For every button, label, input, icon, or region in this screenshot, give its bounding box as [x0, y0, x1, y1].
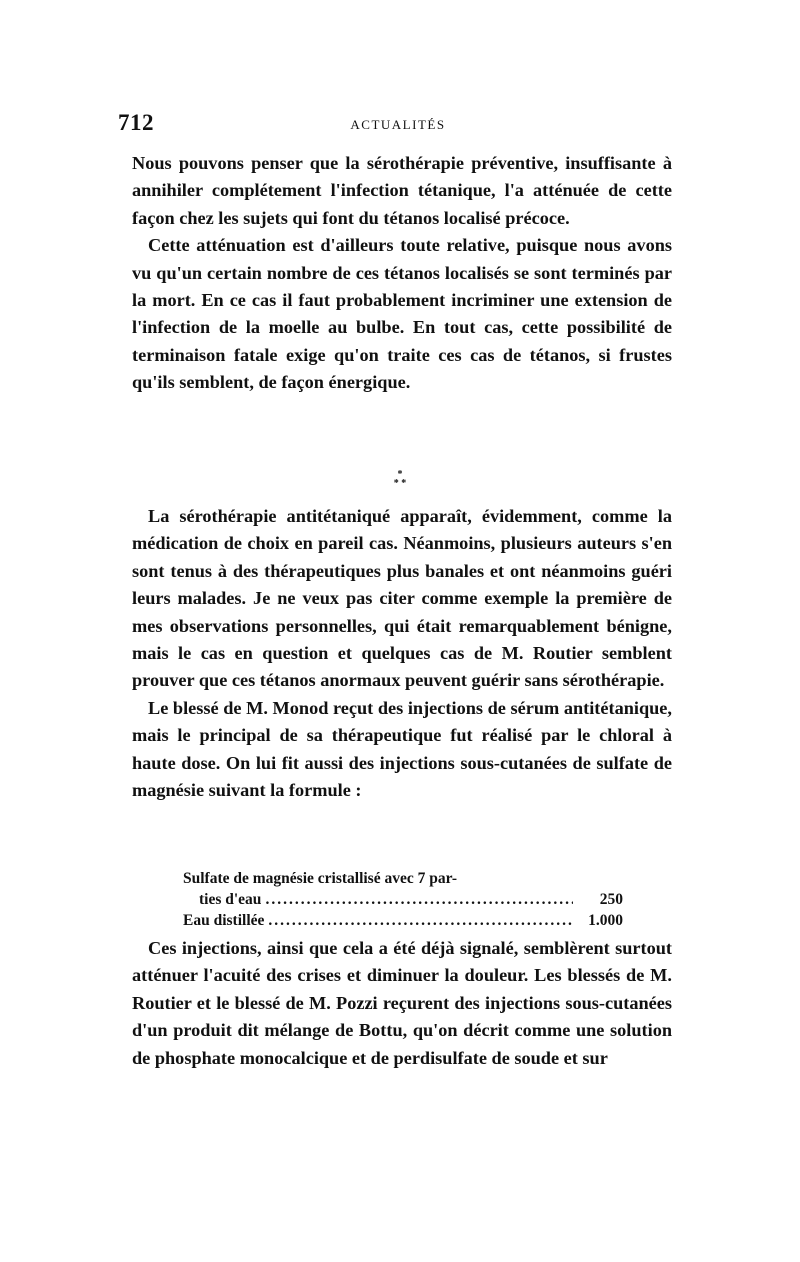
asterism-bottom: * * — [393, 478, 407, 489]
formula-block — [183, 868, 623, 931]
running-head — [118, 110, 678, 140]
paragraph: Cette atténuation est d'ailleurs toute relative, puisque nous avons vu qu'un certain nombre de ces tétanos localisés se sont terminés par la mort. En ce cas il faut probablement incriminer une extension de l'infection de la moelle au bulbe. En tout cas, cette possibilité de terminaison fatale exige qu'on traite ces cas de tétanos, si frustes qu'ils semblent, de façon énergique. — [132, 235, 672, 393]
paragraph: Le blessé de M. Monod reçut des injections de sérum antitétanique, mais le principal de sa thérapeutique fut réalisé par le chloral à haute dose. On lui fit aussi des injections sous-cutanées de sulfate de magnésie suivant la formule : — [132, 697, 672, 801]
formula-line — [183, 868, 623, 889]
running-title: ACTUALITÉS — [350, 117, 446, 132]
text-block-middle — [132, 503, 672, 804]
section-break-asterism — [0, 470, 800, 488]
formula-ingredient: Eau distillée — [183, 912, 265, 929]
dot-leader — [265, 889, 573, 910]
formula-ingredient: ties d'eau — [199, 891, 262, 908]
formula-ingredient: Sulfate de magnésie cristallisé avec 7 par- — [183, 870, 458, 887]
paragraph: Nous pouvons penser que la sérothérapie préventive, insuffisante à annihiler complétement l'infection tétanique, l'a atténuée de cette façon chez les sujets qui font du tétanos localisé précoce. — [132, 153, 672, 228]
formula-quantity: 1.000 — [588, 912, 623, 929]
text-block-top — [132, 150, 672, 397]
dot-leader — [268, 910, 573, 931]
paragraph: La sérothérapie antitétaniqué apparaît, évidemment, comme la médication de choix en pareil cas. Néanmoins, plusieurs auteurs s'en sont tenus à des thérapeutiques plus banales et ont néanmoins guéri leurs malades. Je ne veux pas citer comme exemple la première de mes observations personnelles, qui était remarquablement bénigne, mais le cas en question et quelques cas de M. Routier semblent prouver que ces tétanos anormaux peuvent guérir sans sérothérapie. — [132, 506, 672, 691]
formula-quantity: 250 — [599, 891, 623, 908]
paragraph: Ces injections, ainsi que cela a été déjà signalé, semblèrent surtout atténuer l'acuité des crises et diminuer la douleur. Les blessés de M. Routier et le blessé de M. Pozzi reçurent des injections sous-cutanées d'un produit dit mélange de Bottu, qu'on décrit comme une solution de phosphate monocalcique et de perdisulfate de soude et sur — [132, 938, 672, 1068]
formula-line — [183, 889, 623, 910]
text-block-bottom — [132, 935, 672, 1072]
formula-line — [183, 910, 623, 931]
page-number: 712 — [118, 110, 154, 135]
asterism-top: * — [397, 469, 403, 480]
